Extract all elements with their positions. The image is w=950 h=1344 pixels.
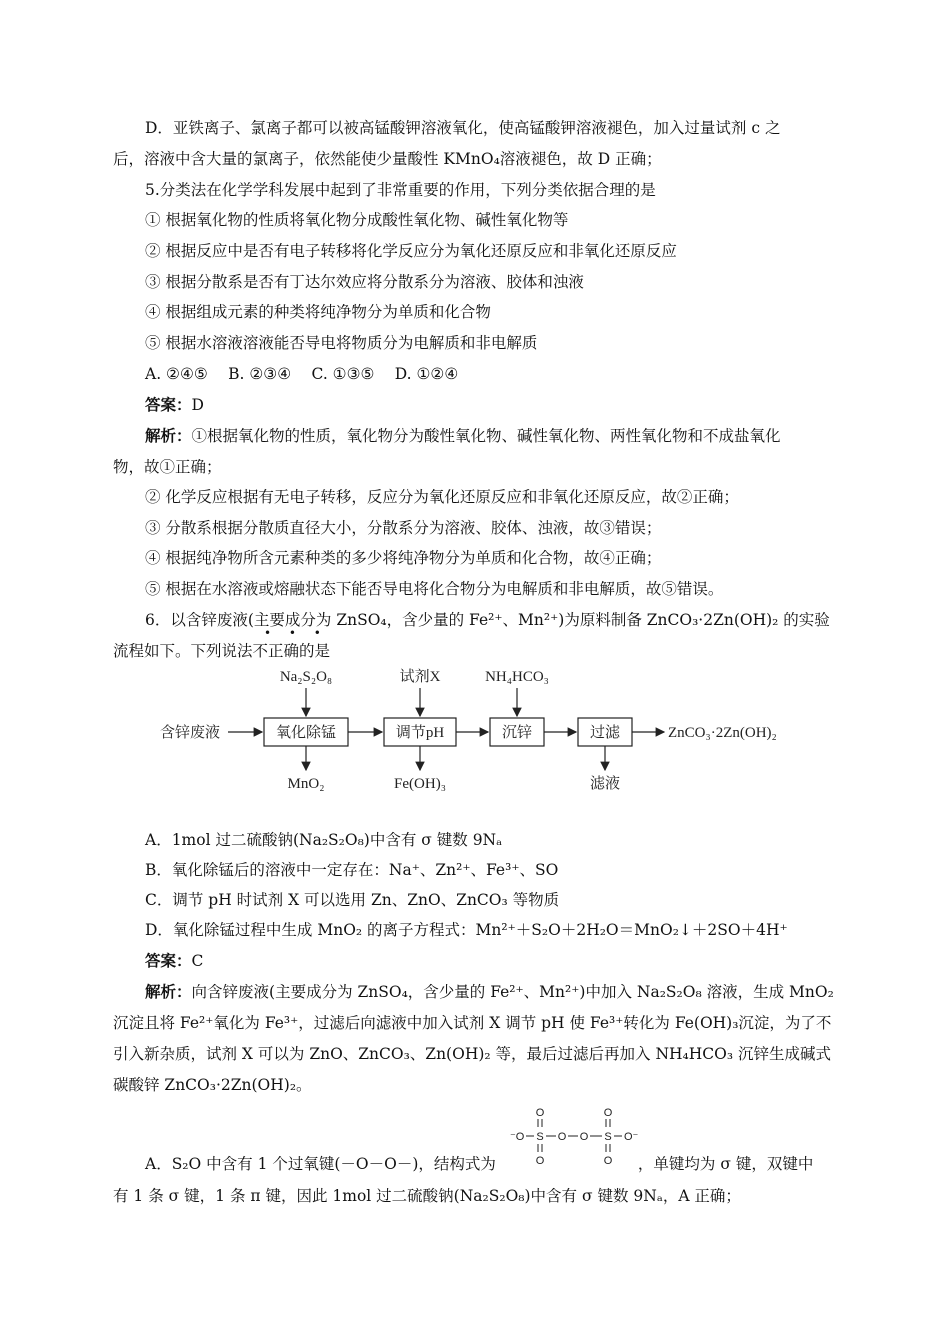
choices-5: A. ②④⑤ B. ②③④ C. ①③⑤ D. ①②④ [145,365,459,383]
product-label: 滤液 [589,776,621,792]
text-line: 后，溶液中含大量的氯离子，依然能使少量酸性 KMnO₄溶液褪色，故 D 正确； [113,150,662,168]
text-line: ② 化学反应根据有无电子转移，反应分为氧化还原反应和非氧化还原反应，故②正确； [145,488,739,506]
option-d6: D．氧化除锰过程中生成 MnO₂ 的离子方程式：Mn²⁺＋S₂O＋2H₂O＝MnO₂↓＋2SO＋4H⁺ [145,921,788,939]
option-2: ② 根据反应中是否有电子转移将化学反应分为氧化还原反应和非氧化还原反应 [145,242,677,260]
answer-5: 答案：D [145,395,204,414]
atom-label: ⁻O [510,1131,525,1143]
option-c6: C．调节 pH 时试剂 X 可以选用 Zn、ZnO、ZnCO₃ 等物质 [145,891,560,909]
reagent-label: 试剂X [399,669,441,685]
answer-6: 答案：C [145,951,204,970]
atom-label: O [579,1131,589,1143]
atom-label: O [603,1155,613,1167]
text-line: ⑤ 根据在水溶液或熔融状态下能否导电将化合物分为电解质和非电解质，故⑤错误。 [145,580,724,598]
step-label: 沉锌 [501,725,533,741]
text-line: 有 1 条 σ 键，1 条 π 键，因此 1mol 过二硫酸钠(Na₂S₂O₈)中含有 σ 键数 9Nₐ，A 正确； [113,1187,741,1205]
step-label: 氧化除锰 [275,725,337,741]
option-5: ⑤ 根据水溶液溶液能否导电将物质分为电解质和非电解质 [145,334,538,352]
option-b6: B．氧化除锰后的溶液中一定存在：Na⁺、Zn²⁺、Fe³⁺、SO [145,861,559,879]
text-line: ③ 分散系根据分散质直径大小，分散系分为溶液、胶体、浊液，故③错误； [145,519,662,537]
text-line: ④ 根据纯净物所含元素种类的多少将纯净物分为单质和化合物，故④正确； [145,549,662,567]
reagent-label: NH₄HCO₃ [485,669,549,685]
atom-label: O [557,1131,567,1143]
text-line: D．亚铁离子、氯离子都可以被高锰酸钾溶液氧化，使高锰酸钾溶液褪色，加入过量试剂 c 之 [145,119,781,137]
flow-output: ZnCO₃·2Zn(OH)₂ [668,725,777,741]
text-line: 引入新杂质，试剂 X 可以为 ZnO、ZnCO₃、Zn(OH)₂ 等，最后过滤后再加入 NH₄HCO₃ 沉锌生成碱式 [113,1045,831,1063]
text-line: 沉淀且将 Fe²⁺氧化为 Fe³⁺，过滤后向滤液中加入试剂 X 调节 pH 使 Fe³⁺转化为 Fe(OH)₃沉淀，为了不 [113,1014,832,1032]
atom-label: O [535,1155,545,1167]
text-line: 流程如下。下列说法不正确的是 [113,642,331,660]
atom-label: S [604,1131,612,1143]
text-line: 物，故①正确； [113,458,222,476]
atom-label: O [535,1107,545,1119]
atom-label: O [603,1107,613,1119]
question-5: 5.分类法在化学学科发展中起到了非常重要的作用，下列分类依据合理的是 [145,181,656,199]
product-label: MnO₂ [287,776,325,792]
explanation-6: 解析：向含锌废液(主要成分为 ZnSO₄，含少量的 Fe²⁺、Mn²⁺)中加入 Na₂S₂O₈ 溶液，生成 MnO₂ [145,982,834,1001]
option-1: ① 根据氧化物的性质将氧化物分成酸性氧化物、碱性氧化物等 [145,211,569,229]
text-line: A．S₂O 中含有 1 个过氧键(－O－O－)，结构式为 ，单键均为 σ 键，双键中 [145,1155,814,1173]
option-4: ④ 根据组成元素的种类将纯净物分为单质和化合物 [145,303,491,321]
explanation-5: 解析：①根据氧化物的性质，氧化物分为酸性氧化物、碱性氧化物、两性氧化物和不成盐氧化 [145,426,781,445]
step-label: 调节pH [395,725,445,741]
step-label: 过滤 [589,725,621,741]
text-line: 碳酸锌 ZnCO₃·2Zn(OH)₂。 [113,1076,312,1094]
atom-label: O⁻ [624,1131,639,1143]
reagent-label: Na₂S₂O₈ [279,669,333,685]
flow-input: 含锌废液 [160,725,221,741]
flow-diagram [160,664,800,794]
atom-label: S [536,1131,544,1143]
emphasis-dots: • • • [264,626,328,640]
product-label: Fe(OH)₃ [394,776,446,792]
option-a6: A．1mol 过二硫酸钠(Na₂S₂O₈)中含有 σ 键数 9Nₐ [145,831,503,849]
question-6: 6．以含锌废液(主要成分为 ZnSO₄，含少量的 Fe²⁺、Mn²⁺)为原料制备 ZnCO₃·2Zn(OH)₂ 的实验 [145,611,830,629]
option-3: ③ 根据分散系是否有丁达尔效应将分散系分为溶液、胶体和浊液 [145,273,584,291]
